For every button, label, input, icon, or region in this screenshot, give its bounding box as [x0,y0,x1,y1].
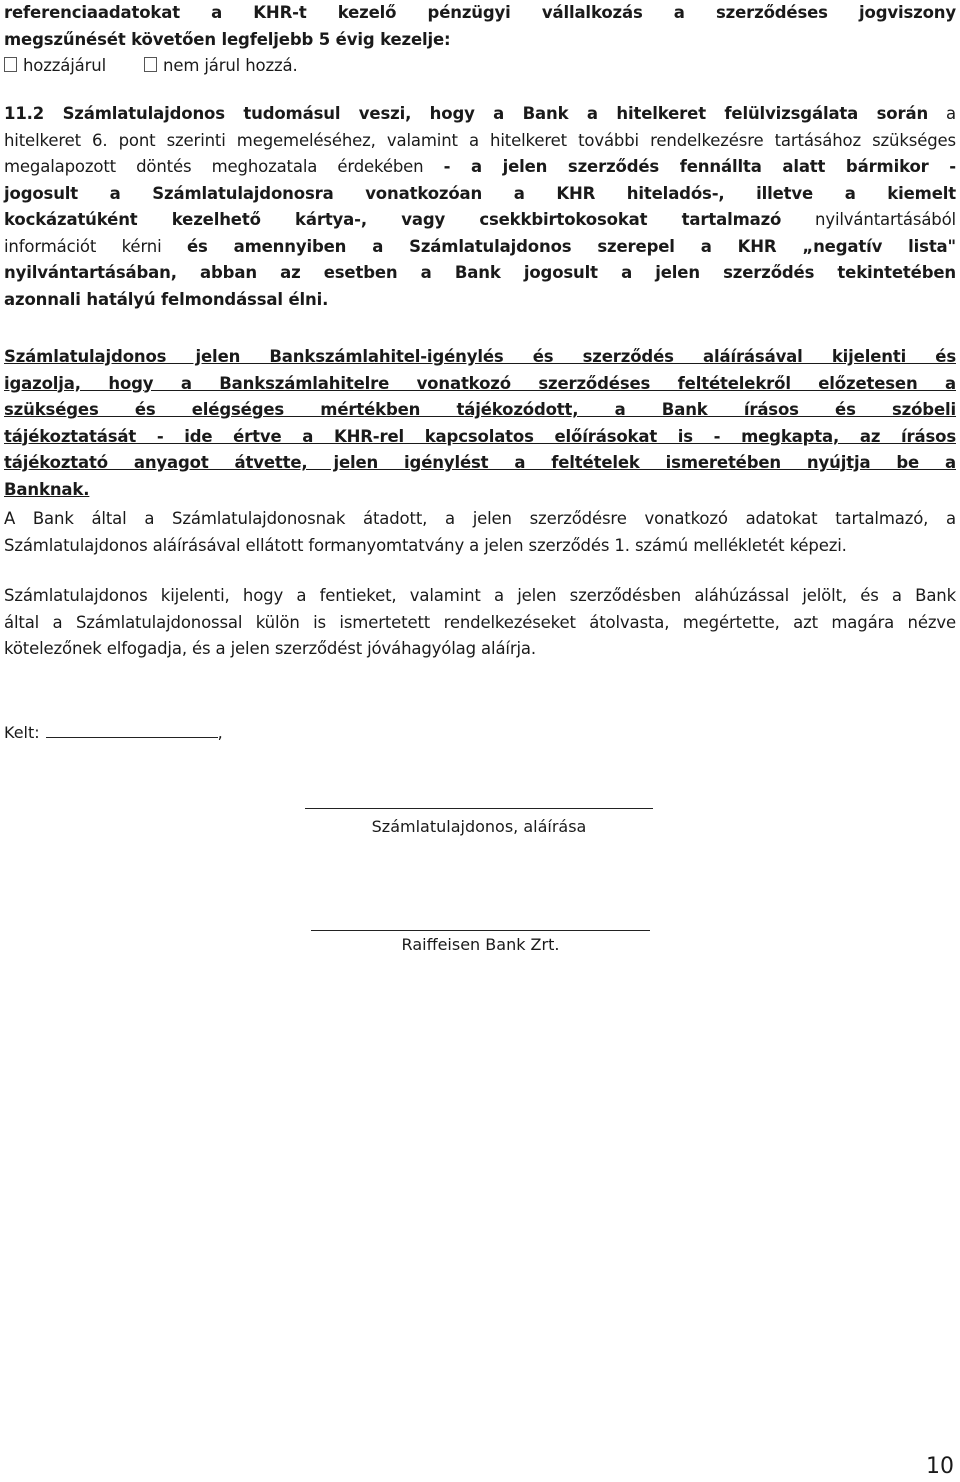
date-place-field [4,722,223,744]
section-11-2-line-5b: nyilvántartásából [815,210,956,229]
final-line-1: Számlatulajdonos kijelenti, hogy a fentieket, valamint a jelen szerződésben aláhúzással jelölt, és a Bank [4,586,956,605]
declaration-line-4: tájékoztatását - ide értve a KHR-rel kapcsolatos előírásokat is - megkapta, az írásos [4,426,956,446]
declaration-line-2: igazolja, hogy a Bankszámlahitelre vonatkozó szerződéses feltételekről előzetesen a [4,373,956,393]
section-11-2-line-5a: kockázatúként kezelhető kártya-, vagy csekkbirtokosokat tartalmazó [4,210,782,229]
section-11-2-line-6b: és amennyiben a Számlatulajdonos szerepel a KHR „negatív lista" [186,236,956,256]
section-11-2-line-4: jogosult a Számlatulajdonosra vonatkozóan a KHR hiteladós-, illetve a kiemelt [4,183,956,203]
section-11-2-line-2: hitelkeret 6. pont szerinti megemeléséhez, valamint a hitelkeret további rendelkezésre tartásához szükséges [4,130,956,150]
section-11-2-line-8: azonnali hatályú felmondással élni. [4,289,329,309]
bank-form-line-2: Számlatulajdonos aláírásával ellátott formanyomtatvány a jelen szerződés 1. számú mellékletét képezi. [4,535,847,555]
final-line-2: által a Számlatulajdonossal külön is ismertetett rendelkezéseket átolvasta, megértette, azt magára nézve [4,612,956,632]
kelt-blank-line[interactable] [46,723,218,738]
bank-form-paragraph [4,506,956,559]
disagree-option-label: nem járul hozzá. [163,56,298,75]
account-holder-signature-label: Számlatulajdonos, aláírása [371,817,587,836]
agree-checkbox[interactable] [4,57,17,72]
declaration-line-3: szükséges és elégséges mértékben tájékozódott, a Bank írásos és szóbeli [4,400,956,419]
agree-option-label: hozzájárul [23,56,107,75]
section-11-2-line-6a: információt kérni [4,236,162,256]
section-11-2-line-7: nyilvántartásában, abban az esetben a Bank jogosult a jelen szerződés tekintetében [4,263,956,282]
intro-paragraph [4,0,956,53]
declaration-line-6: Banknak. [4,479,90,499]
disagree-checkbox[interactable] [144,57,157,72]
intro-line-1: referenciaadatokat a KHR-t kezelő pénzügyi vállalkozás a szerződéses jogviszony [4,3,956,22]
account-holder-signature-line[interactable] [305,808,653,809]
section-11-2-line-3a: megalapozott döntés meghozatala érdekében [4,157,424,176]
kelt-label: Kelt: [4,723,40,742]
kelt-suffix: , [217,723,223,742]
section-11-2-line-3b: - a jelen szerződés fennállta alatt bármikor - [443,157,956,176]
bank-signature-line[interactable] [311,930,650,931]
declaration-line-1: Számlatulajdonos jelen Bankszámlahitel-igénylés és szerződés aláírásával kijelenti és [4,347,956,366]
final-statement-paragraph [4,583,956,663]
intro-line-2: megszűnését követően legfeljebb 5 évig kezelje: [4,29,451,49]
declaration-paragraph [4,344,956,503]
section-11-2-heading: 11.2 Számlatulajdonos tudomásul veszi, hogy a Bank a hitelkeret felülvizsgálata során [4,104,929,123]
declaration-line-5: tájékoztató anyagot átvette, jelen igénylést a feltételek ismeretében nyújtja be a [4,453,956,472]
consent-options [4,53,956,80]
final-line-3: kötelezőnek elfogadja, és a jelen szerződést jóváhagyólag aláírja. [4,639,536,658]
bank-form-line-1: A Bank által a Számlatulajdonosnak átadott, a jelen szerződésre vonatkozó adatokat tartalmazó, a [4,509,956,528]
page-number: 10 [926,1454,954,1479]
section-11-2 [4,101,956,313]
bank-signature-label: Raiffeisen Bank Zrt. [401,935,560,954]
section-11-2-heading-tail: a [946,104,956,123]
